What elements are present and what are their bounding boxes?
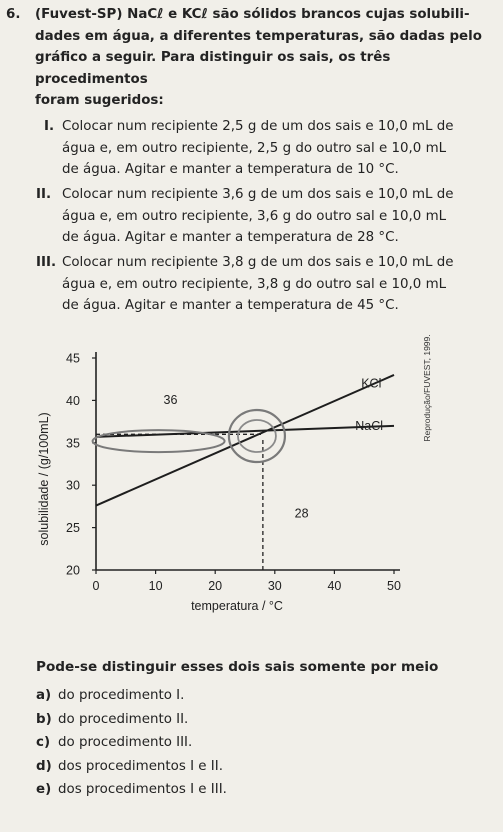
- procedure-line: Colocar num recipiente 3,8 g de um dos sais e 10,0 mL de: [62, 255, 454, 270]
- x-tick-label: 20: [208, 579, 223, 593]
- procedure-line: de água. Agitar e manter a temperatura de 28 °C.: [62, 230, 399, 245]
- header-line: dades em água, a diferentes temperaturas, são dadas pelo: [35, 28, 482, 44]
- y-tick-label: 40: [66, 393, 80, 408]
- x-tick-label: 50: [387, 579, 401, 593]
- y-tick-label: 30: [66, 478, 80, 493]
- header-line: (Fuvest-SP) NaCℓ e KCℓ são sólidos brancos cujas solubili-: [35, 7, 470, 22]
- option-letter: d): [36, 758, 52, 774]
- annotation-label: 28: [294, 506, 309, 521]
- option-a[interactable]: [36, 688, 227, 712]
- series-label-nacl: NaCl: [355, 418, 384, 433]
- x-axis-label: temperatura / °C: [191, 599, 283, 613]
- x-tick-label: 30: [267, 579, 282, 593]
- answer-options: [36, 688, 227, 806]
- x-tick-label: 40: [327, 579, 342, 593]
- y-tick-label: 45: [66, 351, 80, 366]
- image-credit: Reprodução/FUVEST, 1999.: [422, 334, 432, 442]
- y-tick-label: 35: [66, 436, 80, 451]
- option-text: dos procedimentos I e II.: [58, 758, 223, 774]
- option-letter: e): [36, 782, 52, 797]
- option-text: do procedimento III.: [58, 735, 193, 750]
- procedure-line: de água. Agitar e manter a temperatura de 45 °C.: [62, 298, 399, 313]
- option-text: dos procedimentos I e III.: [58, 782, 227, 797]
- procedure-numeral: II.: [36, 187, 52, 202]
- option-e[interactable]: [36, 782, 227, 806]
- procedure-line: Colocar num recipiente 2,5 g de um dos sais e 10,0 mL de: [62, 119, 454, 134]
- option-letter: a): [36, 688, 52, 703]
- question-header-text: [35, 4, 497, 112]
- procedure-line: água e, em outro recipiente, 3,6 g do outro sal e 10,0 mL: [62, 208, 447, 224]
- solubility-chart: [0, 318, 503, 628]
- option-c[interactable]: [36, 735, 227, 759]
- option-text: do procedimento II.: [58, 711, 189, 727]
- annotation-label: 36: [163, 392, 178, 407]
- procedure-line: Colocar num recipiente 3,6 g de um dos sais e 10,0 mL de: [62, 187, 454, 202]
- header-line: gráfico a seguir. Para distinguir os sais, os três procedimentos: [35, 50, 391, 87]
- procedure-line: água e, em outro recipiente, 2,5 g do outro sal e 10,0 mL: [62, 140, 447, 156]
- y-axis-label: solubilidade / (g/100mL): [37, 412, 51, 546]
- question-prompt: Pode-se distinguir esses dois sais somente por meio: [36, 659, 439, 675]
- x-tick-label: 10: [148, 579, 163, 593]
- y-tick-label: 20: [66, 563, 80, 578]
- series-line-kcl: [96, 375, 394, 506]
- y-tick-label: 25: [66, 521, 80, 536]
- question-number: 6.: [6, 7, 21, 22]
- procedure-line: água e, em outro recipiente, 3,8 g do outro sal e 10,0 mL: [62, 276, 447, 292]
- option-text: do procedimento I.: [58, 688, 185, 703]
- option-letter: c): [36, 735, 51, 750]
- option-d[interactable]: [36, 759, 227, 783]
- header-line: foram sugeridos:: [35, 93, 164, 108]
- procedure-numeral: III.: [36, 255, 57, 270]
- series-label-kcl: KCl: [361, 376, 382, 391]
- hand-drawn-circle: [93, 430, 225, 452]
- procedure-line: de água. Agitar e manter a temperatura de 10 °C.: [62, 162, 399, 177]
- procedure-numeral: I.: [44, 119, 55, 134]
- option-letter: b): [36, 711, 52, 727]
- option-b[interactable]: [36, 712, 227, 736]
- x-tick-label: 0: [92, 579, 100, 593]
